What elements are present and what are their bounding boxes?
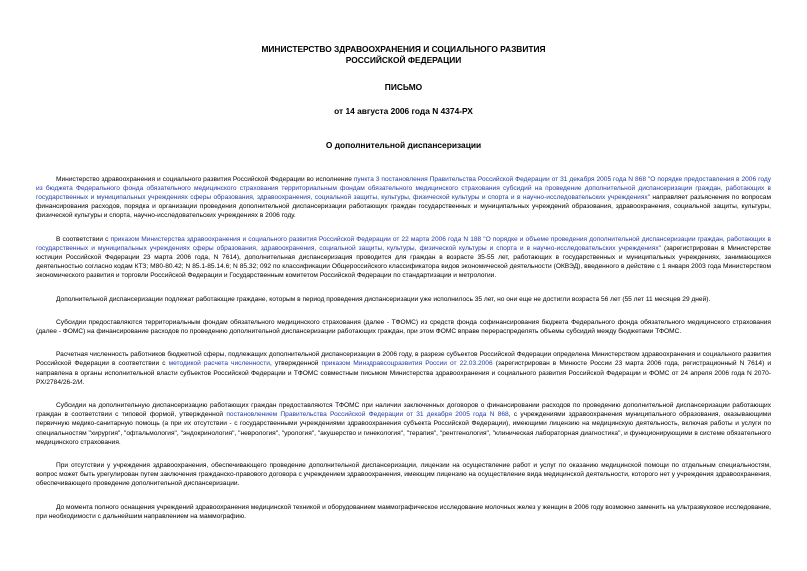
paragraph-text: , утвержденной: [269, 360, 322, 368]
paragraph-1: [36, 175, 771, 221]
paragraph-3: Дополнительной диспансеризации подлежат работающие граждане, которым в период проведения диспансеризации уже исполнилось 35 лет, но они еще не достигли возраста 56 лет (55 лет 11 месяцев 29 дней).: [56, 295, 711, 303]
paragraph-5: [36, 350, 771, 387]
paragraph-8: До момента полного оснащения учреждений здравоохранения медицинской техникой и оборудованием маммографическое исследование молочных желез у женщин в 2006 году возможно заменить на ультразвуковое исследование, при необходимости с дальнейшим направлением на маммографию.: [36, 503, 771, 520]
paragraph-7: При отсутствии у учреждения здравоохранения, обеспечивающего проведение дополнительной диспансеризации, лицензии на осуществление работ и услуг по оказанию медицинской помощи по отдельным специальностям, вопрос может быть урегулирован путем заключения гражданско-правового договора с учреждением здравоохранения, имеющим лицензию на осуществление вида медицинской деятельности, которого нет у учреждения здравоохранения, обеспечивающего проведение дополнительной диспансеризации.: [36, 461, 771, 488]
org-line-2: РОССИЙСКОЙ ФЕДЕРАЦИИ: [345, 54, 462, 65]
paragraph-text: (зарегистрирован в Минюсте России 23 марта 2006 года, регистрационный N 7614) и направлена в органы исполнительной власти субъектов Российской Федерации и ТФОМС совместным письмом Министерства здравоохранения и социального развития Российской Федерации и ФОМС от 24 апреля 2006 года N 2070-РХ/2784/26-2/И.: [36, 360, 772, 386]
document-header: [36, 44, 771, 151]
paragraph-text: Расчетная численность работников бюджетной сферы, подлежащих дополнительной диспансеризации в 2006 году, в разрезе субъектов Российской Федерации определена Министерством здравоохранения и социального развития Российской Федерации в соответствии с: [36, 351, 771, 368]
document-body: [36, 175, 771, 521]
paragraph-4: Субсидии предоставляются территориальным фондам обязательного медицинского страхования (далее - ТФОМС) из средств фонда софинансирования бюджета Федерального фонда обязательного медицинского страхования (далее - ФОМС) на финансирование расходов по проведению дополнительной диспансеризации работающих граждан, при этом ФОМС вправе перераспределять объемы субсидий между бюджетами ТФОМС.: [36, 318, 771, 335]
org-line-1: МИНИСТЕРСТВО ЗДРАВООХРАНЕНИЯ И СОЦИАЛЬНОГО РАЗВИТИЯ: [261, 44, 546, 54]
paragraph-text: (зарегистрирован в Министерстве юстиции Российской Федерации 23 марта 2006 года, N 7614), дополнительная диспансеризация проводится для граждан в возрасте 35-55 лет, работающих в государственных и муниципальных учреждениях, занимающихся деятельностью согласно кодам КТЗ; М80-80.42; N 85.1-85.14.6; N 85.32; 092 по классификации Общероссийского классификатора видов экономической деятельности (ОКВЭД), введенного в действие с 1 января 2003 года Министерством экономического развития и торговли Российской Федерации и Государственным комитетом Российской Федерации по стандартизации и метрологии.: [36, 244, 771, 280]
paragraph-2: [36, 235, 771, 281]
ministry-order-link[interactable]: приказом Минздравсоцразвития России от 22.03.2006: [321, 360, 493, 368]
document-date-number: от 14 августа 2006 года N 4374-РХ: [334, 105, 473, 116]
paragraph-text: Министерство здравоохранения и социального развития Российской Федерации во исполнение: [56, 175, 354, 183]
government-decree-link[interactable]: постановлением Правительства Российской Федерации от 31 декабря 2005 года N 868: [226, 411, 509, 419]
paragraph-6: [36, 401, 771, 447]
calculation-method-link[interactable]: методикой расчета численности: [168, 360, 270, 368]
paragraph-text: В соответствии с: [56, 235, 111, 243]
paragraph-text: Субсидии на дополнительную диспансеризацию работающих граждан предоставляются ТФОМС при наличии заключенных договоров о финансировании расходов по проведению дополнительной диспансеризации работающих граждан в соответствии с типовой формой, утвержденной: [36, 401, 771, 419]
order-188-link[interactable]: приказом Министерства здравоохранения и социального развития Российской Федерации от 22 марта 2006 года N 188 "О порядке и объеме проведения дополнительной диспансеризации граждан, работающих в государственных и муниципальных учреждениях сферы образования, здравоохранения, социальной защиты, культуры, физической культуры и спорта и в научно-исследовательских учреждениях": [36, 235, 772, 252]
paragraph-text: направляет разъяснения по вопросам финансирования расходов, порядка и организации проведения дополнительной диспансеризации работающих граждан государственных и муниципальных учреждений образования, здравоохранения, социальной защиты, культуры, физической культуры и спорта, научно-исследовательских учреждениях в 2006 году.: [36, 193, 771, 220]
document-type: ПИСЬМО: [384, 82, 423, 92]
document-subject: О дополнительной диспансеризации: [325, 140, 482, 150]
issuing-organization: [36, 44, 771, 65]
paragraph-text: , с учреждениями здравоохранения муниципального образования, оказывающими первичную медико-санитарную помощь (а при их отсутствии - с государственными учреждениями здравоохранения субъекта Российской Федерации), имеющими лицензию на медицинскую деятельность, включая работы и услуги по специальностям "хирургия", "офтальмология", "эндокринология", "неврология", "урология", "акушерство и гинекология", "терапия", "рентгенология", "клиническая лабораторная диагностика", и функционирующими в системе обязательного медицинского страхования.: [36, 411, 772, 446]
decree-868-link[interactable]: пункта 3 постановления Правительства Российской Федерации от 31 декабря 2005 года N 868 "О порядке предоставления в 2006 году из бюджета Федерального фонда обязательного медицинского страхования территориальным фондам обязательного медицинского страхования субсидий на проведение дополнительной диспансеризации граждан, работающих в государственных и муниципальных учреждениях сферы образования, здравоохранения, социальной защиты, культуры, физической культуры и спорта и в научно-исследовательских учреждениях": [36, 175, 771, 201]
